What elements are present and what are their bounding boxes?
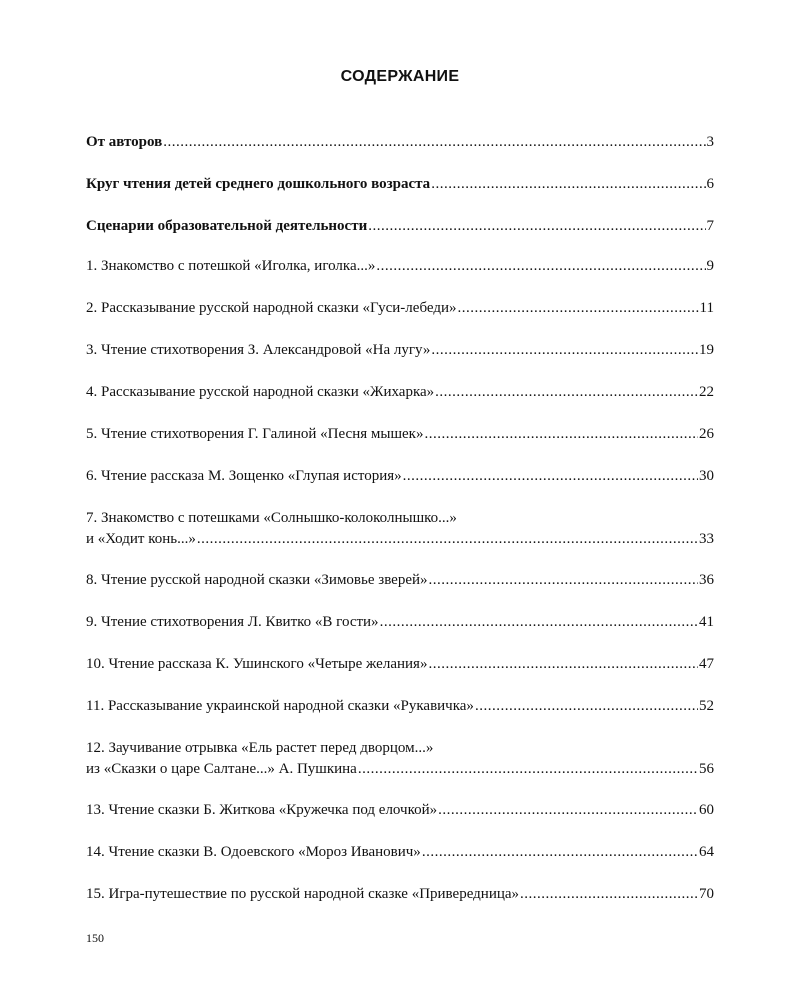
toc-entry-title: 14. Чтение сказки В. Одоевского «Мороз Иванович»	[86, 844, 421, 860]
toc-entry	[86, 842, 714, 863]
dot-leader	[520, 884, 698, 905]
toc-entry-title: 11. Рассказывание украинской народной сказки «Рукавичка»	[86, 698, 474, 714]
dot-leader	[431, 174, 705, 195]
dot-leader	[358, 759, 698, 780]
toc-entry	[86, 800, 714, 821]
dot-leader	[438, 800, 698, 821]
dot-leader	[431, 340, 698, 361]
toc-entry-title: 5. Чтение стихотворения Г. Галиной «Песня мышек»	[86, 426, 424, 442]
toc-entry	[86, 696, 714, 717]
toc-entry-title: От авторов	[86, 134, 163, 150]
toc-entry-page: 7	[706, 218, 714, 234]
toc-entry-title-line: 12. Заучивание отрывка «Ель растет перед дворцом...»	[86, 740, 434, 756]
toc-entry-page: 9	[706, 258, 714, 274]
toc-entry-page: 36	[699, 572, 714, 588]
dot-leader	[429, 570, 698, 591]
dot-leader	[424, 424, 698, 445]
dot-leader	[475, 696, 698, 717]
toc-entry-page: 6	[706, 176, 714, 192]
toc-entry	[86, 738, 714, 780]
toc-entry-page: 22	[699, 384, 714, 400]
toc-entry-page: 47	[699, 656, 714, 672]
dot-leader	[380, 612, 698, 633]
toc-entry-title: 10. Чтение рассказа К. Ушинского «Четыре желания»	[86, 656, 428, 672]
dot-leader	[197, 529, 698, 550]
dot-leader	[368, 216, 705, 237]
toc-entry-page: 26	[699, 426, 714, 442]
toc-entry-page: 56	[699, 761, 714, 777]
dot-leader	[435, 382, 698, 403]
toc-entry-title: 13. Чтение сказки Б. Житкова «Кружечка под елочкой»	[86, 802, 438, 818]
toc-entry	[86, 884, 714, 905]
toc-entry	[86, 340, 714, 361]
toc-entry-page: 19	[699, 342, 714, 358]
page-number: 150	[86, 931, 104, 945]
toc-entry-title: 4. Рассказывание русской народной сказки «Жихарка»	[86, 384, 435, 400]
toc-entry	[86, 424, 714, 445]
toc-entry-page: 41	[699, 614, 714, 630]
toc-entry-page: 64	[699, 844, 714, 860]
toc-entry	[86, 298, 714, 319]
toc-entry-page: 60	[699, 802, 714, 818]
toc-entry	[86, 612, 714, 633]
toc-entry-title: 8. Чтение русской народной сказки «Зимовье зверей»	[86, 572, 428, 588]
toc-entry-title: из «Сказки о царе Салтане...» А. Пушкина	[86, 761, 357, 777]
dot-leader	[428, 654, 698, 675]
dot-leader	[163, 132, 705, 153]
dot-leader	[422, 842, 698, 863]
toc-entry-page: 3	[706, 134, 714, 150]
page-title: СОДЕРЖАНИЕ	[340, 68, 460, 85]
toc-entry	[86, 570, 714, 591]
toc-entry-page: 30	[699, 468, 714, 484]
toc-entry-title: 15. Игра-путешествие по русской народной сказке «Привередница»	[86, 886, 520, 902]
toc-entry	[86, 174, 714, 195]
toc-entry	[86, 466, 714, 487]
toc-entry-title: 9. Чтение стихотворения Л. Квитко «В гости»	[86, 614, 379, 630]
toc-entry-title: 2. Рассказывание русской народной сказки «Гуси-лебеди»	[86, 300, 457, 316]
toc-entry	[86, 654, 714, 675]
toc-entry	[86, 382, 714, 403]
toc-entry	[86, 132, 714, 153]
toc-entry-title: Круг чтения детей среднего дошкольного возраста	[86, 176, 431, 192]
toc-entry-title: 1. Знакомство с потешкой «Иголка, иголка...»	[86, 258, 376, 274]
toc-entry-title-line: 7. Знакомство с потешками «Солнышко-колоколнышко...»	[86, 510, 457, 526]
toc-entry	[86, 216, 714, 237]
toc-entry-title: и «Ходит конь...»	[86, 531, 196, 547]
toc-entry-title: Сценарии образовательной деятельности	[86, 218, 368, 234]
dot-leader	[376, 256, 705, 277]
toc-entry-page: 33	[699, 531, 714, 547]
dot-leader	[458, 298, 699, 319]
dot-leader	[403, 466, 698, 487]
toc-entry	[86, 256, 714, 277]
toc-entry-page: 52	[699, 698, 714, 714]
toc-entry-page: 11	[699, 300, 714, 316]
toc-entry-page: 70	[699, 886, 714, 902]
toc-entry-title: 3. Чтение стихотворения З. Александровой «На лугу»	[86, 342, 431, 358]
toc-entry	[86, 508, 714, 550]
toc-entry-title: 6. Чтение рассказа М. Зощенко «Глупая история»	[86, 468, 402, 484]
